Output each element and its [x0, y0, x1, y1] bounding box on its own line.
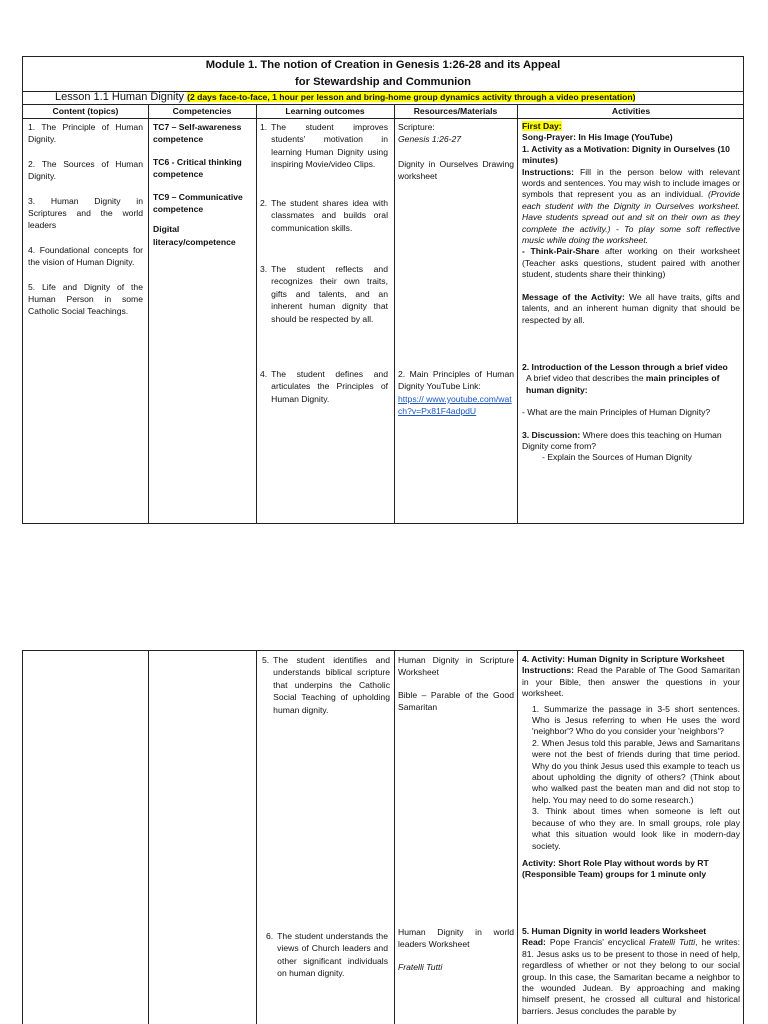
first-day-label: First Day:: [522, 121, 562, 131]
activity1-title: 1. Activity as a Motivation: Dignity in Ourselves (10 minutes): [522, 143, 730, 166]
outcome-item: 3. The student reflects and recognizes their own traits, gifts and talents, and an inherent human dignity that should be respected by all.: [260, 264, 388, 324]
activities-day1: First Day: Song-Prayer: In His Image (YouTube) 1. Activity as a Motivation: Dignity in Ourselves (10 minutes) Instructions: Fill in the person below with relevant words and sentences. You may wish to include images or symbols that represent you as an individual. (Provide each student with the Dignity in Ourselves worksheet. Have students spread out and sit on their own as they complete the activity.) - To play some soft reflective music while doing the worksheet. - Think-Pair-Share after working on their worksheet (Teacher asks questions, student paired with another student, students share their thinking) Message of the Activity: We all have traits, gifts and talents, and an inherent human dignity that should be respected by all.: [522, 121, 740, 325]
col-header-competencies: Competencies: [172, 106, 232, 116]
lesson-title: Lesson 1.1 Human Dignity: [55, 91, 185, 103]
scripture-reference: Genesis 1:26-27: [398, 134, 462, 145]
col-header-content: Content (topics): [52, 106, 119, 116]
activity2-question: - What are the main Principles of Human Dignity?: [522, 407, 711, 418]
activity5-title: 5. Human Dignity in world leaders Worksheet: [522, 926, 707, 936]
roleplay-activity: Activity: Short Role Play without words by RT (Responsible Team) groups for 1 minute only: [522, 857, 709, 880]
outcome-item: 5. The student identifies and understands biblical scripture that underpins the Catholic Social Teaching of upholding human dignity.: [262, 655, 390, 715]
activity3-sub: - Explain the Sources of Human Dignity: [542, 452, 692, 463]
activity4-title: 4. Activity: Human Dignity in Scripture Worksheet: [522, 654, 725, 664]
song-prayer: Song-Prayer: In His Image (YouTube): [522, 132, 673, 143]
competencies-list: [153, 121, 253, 248]
activities-day2: 4. Activity: Human Dignity in Scripture Worksheet Instructions: Read the Parable of The Good Samaritan in your Bible, then answer the questions in your worksheet. 1. Summarize the passage in 3-5 short sentences. Who is Jesus referring to when He uses the word 'neighbor'? Who do you consider your 'neighbors'? 2. When Jesus told this parable, Jews and Samaritans were not the best of friends during that time period. Why do you think Jesus used this example to teach us about upholding the dignity of others? (Think about who walked past the beaten man and did not stop to help. You may need to do some research.) 3. Think about times when someone is left out because of who they are. In small groups, role play what this situation would look like in modern-day society. Activity: Short Role Play without words by RT (Responsible Team) groups for 1 minute only: [522, 654, 740, 880]
drawing-worksheet: Dignity in Ourselves Drawing worksheet: [398, 158, 514, 182]
resources-leaders: Human Dignity in world leaders Worksheet Fratelli Tutti: [398, 927, 514, 972]
outcome-item: 2. The student shares idea with classmates and builds oral communication skills.: [260, 198, 388, 233]
resources-scripture-worksheet: Human Dignity in Scripture Worksheet Bible – Parable of the Good Samaritan: [398, 655, 514, 713]
content-topic: 4. Foundational concepts for the vision of Human Dignity.: [28, 244, 143, 268]
resources-video: [398, 368, 514, 418]
outcome-item: 1. The student improves students' motivation in learning Human Dignity using inspiring Movie/video Clips.: [260, 122, 388, 170]
lesson-heading: [55, 91, 635, 104]
outcome-item: 4. The student defines and articulates the Principles of Human Dignity.: [260, 369, 388, 404]
competency: TC6 - Critical thinking competence: [153, 156, 242, 180]
question-1: 1. Summarize the passage in 3-5 short sentences. Who is Jesus referring to when He uses the word 'neighbor'? Who do you consider your 'neighbors'?: [532, 703, 740, 737]
lesson-plan-table-page1: [22, 56, 744, 524]
video-label: 2. Main Principles of Human Dignity YouTube Link:: [398, 369, 514, 392]
activities-intro: 2. Introduction of the Lesson through a brief video A brief video that describes the main principles of human dignity: - What are the main Principles of Human Dignity? 3. Discussion: Where does this teaching on Human Dignity come from? - Explain the Sources of Human Dignity: [522, 362, 740, 464]
activity2-title: 2. Introduction of the Lesson through a brief video: [522, 362, 728, 372]
content-topic: 2. The Sources of Human Dignity.: [28, 158, 143, 182]
scripture-label: Scripture:: [398, 122, 435, 132]
outcome-item: 6. The student understands the views of Church leaders and other significant individuals on human dignity.: [266, 931, 388, 979]
activities-leaders: 5. Human Dignity in world leaders Worksheet Read: Pope Francis' encyclical Fratelli Tutti, he writes: 81. Jesus asks us to be present to those in need of help, regardless of whether or not they belong to our social group. In this case, the Samaritan became a neighbor to the wounded Judean. By approaching and making himself present, he crossed all cultural and historical barriers. Jesus concludes the parable by: [522, 926, 740, 1016]
lesson-plan-table-page2: [22, 650, 744, 1024]
competency: TC9 – Communicative competence: [153, 191, 243, 215]
activity-message: Message of the Activity: We all have traits, gifts and talents, and an inherent human dignity that should be respected by all.: [522, 291, 740, 325]
module-title-line2: for Stewardship and Communion: [295, 76, 471, 88]
content-topic: 1. The Principle of Human Dignity.: [28, 122, 143, 145]
col-header-resources: Resources/Materials: [413, 106, 498, 116]
col-header-activities: Activities: [611, 106, 651, 116]
content-topic: 3. Human Dignity in Scriptures and the world leaders: [28, 195, 143, 231]
col-header-outcomes: Learning outcomes: [285, 106, 365, 116]
question-2: 2. When Jesus told this parable, Jews and Samaritans were not the best of friends during that time period. Why do you think Jesus used this example to teach us about upholding the dignity of others? (Think about who walked past the beaten man and did not stop to help. You may need to do some research.): [532, 737, 740, 805]
resources-scripture: [398, 121, 514, 183]
lesson-note: (2 days face-to-face, 1 hour per lesson and bring-home group dynamics activity through a video presentation): [187, 92, 636, 102]
youtube-link[interactable]: https:// www.youtube.com/watch?v=Px81F4adpdU: [398, 393, 512, 417]
content-topic: 5. Life and Dignity of the Human Person in some Catholic Social Teachings.: [28, 281, 143, 317]
question-3: 3. Think about times when someone is left out because of who they are. In small groups, role play what this situation would look like in modern-day society.: [532, 806, 740, 851]
competency: TC7 – Self-awareness competence: [153, 122, 242, 145]
module-title-line1: Module 1. The notion of Creation in Genesis 1:26-28 and its Appeal: [205, 59, 561, 71]
content-topics-list: [28, 121, 143, 318]
competency: Digital literacy/competence: [153, 224, 236, 247]
